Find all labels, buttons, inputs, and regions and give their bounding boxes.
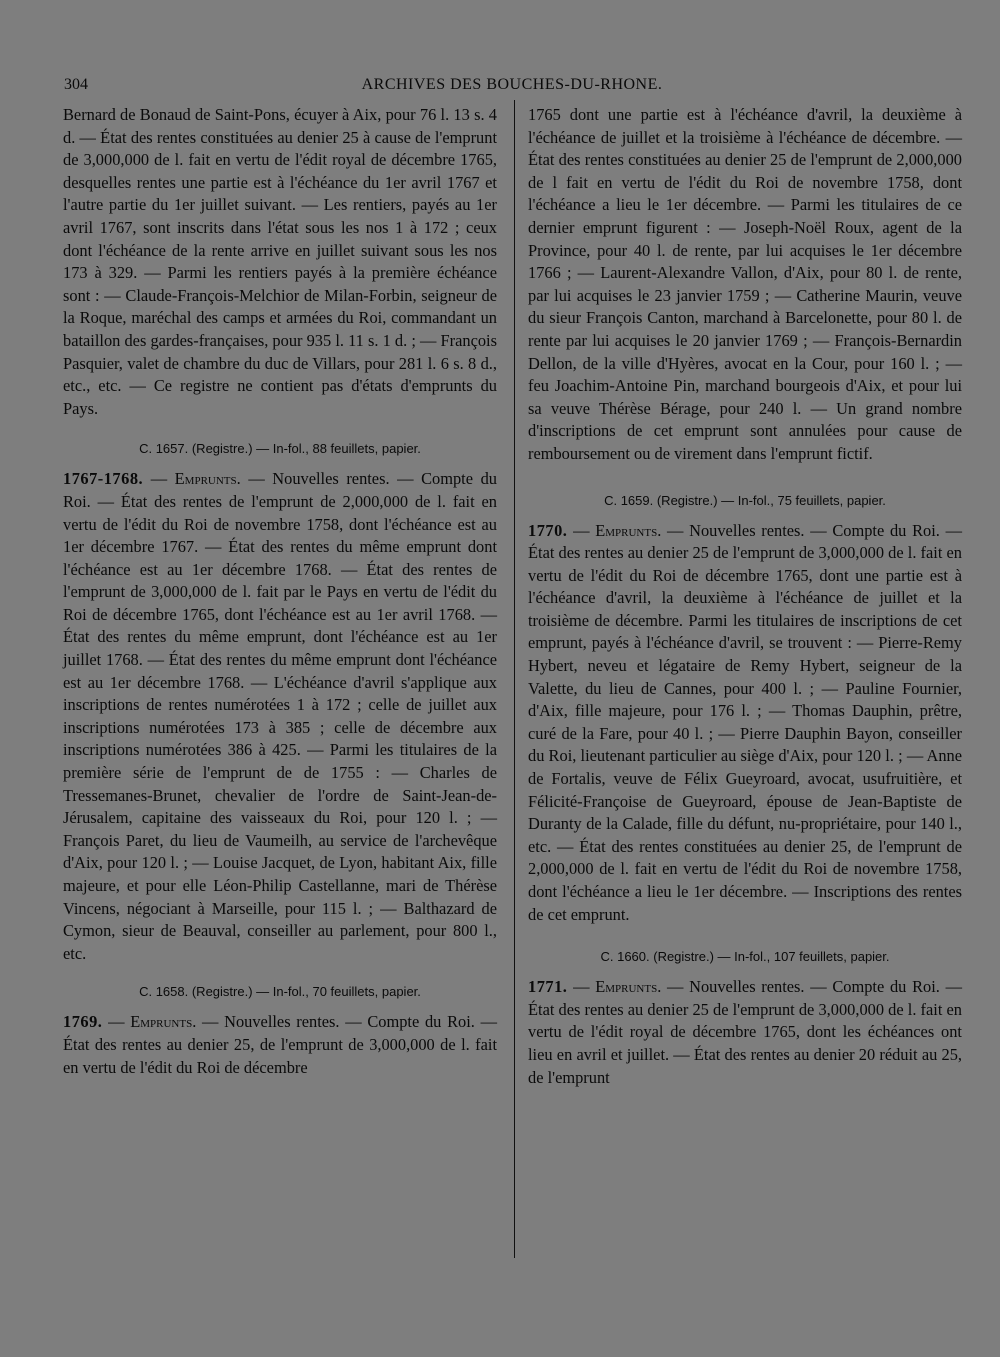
right-entry-1770 [528, 520, 962, 927]
entry-heading: — Emprunts. [108, 1012, 197, 1032]
running-title: ARCHIVES DES BOUCHES-DU-RHONE. [361, 76, 663, 93]
entry-year: 1767-1768. [63, 469, 144, 489]
left-register-ref-1: C. 1657. (Registre.) — In-fol., 88 feuillets, papier. [139, 441, 421, 457]
right-register-ref-2: C. 1660. (Registre.) — In-fol., 107 feuillets, papier. [600, 949, 890, 965]
right-register-ref-1: C. 1659. (Registre.) — In-fol., 75 feuillets, papier. [604, 492, 886, 508]
left-entry-1767-1768 [63, 468, 497, 965]
right-paragraph-1: 1765 dont une partie est à l'échéance d'avril, la deuxième à l'échéance de juillet et la troisième à l'échéance de décembre. — État des rentes constituées au denier 25 de l'emprunt de 2,000,000 de l fait en vertu de l'édit du Roi de novembre 1758, dont l'échéance a lieu le 1er décembre. — Parmi les titulaires de ce dernier emprunt figurent : — Joseph-Noël Roux, agent de la Province, pour 40 l. de rente, par lui acquises le 1er décembre 1766 ; — Laurent-Alexandre Vallon, d'Aix, pour 80 l. de rente, par lui acquises le 23 janvier 1759 ; — Catherine Maurin, veuve du sieur François Canton, marchand à Barcelonette, pour 80 l. de rente par lui acquises le 20 janvier 1769 ; — François-Bernardin Dellon, de la ville d'Hyères, avocat en la Cour, pour 160 l. ; — feu Joachim-Antoine Pin, marchand bourgeois d'Aix, et pour lui sa veuve Thérèse Bérage, pour 240 l. — Un grand nombre d'inscriptions de cet emprunt sont annulées pour cause de remboursement ou de virement dans l'emprunt fictif. [528, 105, 962, 463]
entry-text: — Nouvelles rentes. — Compte du Roi. — État des rentes au denier 25, de l'emprunt de 3,000,000 de l. fait en vertu de l'édit du Roi de décembre [63, 1012, 497, 1077]
entry-text: — Nouvelles rentes. — Compte du Roi. — État des rentes de l'emprunt de 2,000,000 de l. fait en vertu de l'édit du Roi de novembre 1758, dont l'échéance est au 1er décembre 1767. — État des rentes du même emprunt dont l'échéance est au 1er décembre 1768. — État des rentes de l'emprunt de 3,000,000 de l. fait par le Pays en vertu de l'édit du Roi de décembre 1765, dont l'échéance est au 1er avril 1768. — État des rentes du même emprunt, dont l'échéance est au 1er juillet 1768. — État des rentes du même emprunt dont l'échéance est au 1er décembre 1768. — L'échéance d'avril s'applique aux inscriptions de rentes numérotées 1 à 172 ; celle de juillet aux inscriptions numérotées 173 à 385 ; celle de décembre aux inscriptions numérotées 386 à 425. — Parmi les titulaires de la première série de l'emprunt de de 1755 : — Charles de Tressemanes-Brunet, chevalier de l'ordre de Saint-Jean-de-Jérusalem, capitaine des vaisseaux du Roi, pour 120 l. ; — François Paret, du lieu de Vaumeilh, au service de l'archevêque d'Aix, pour 120 l. ; — Louise Jacquet, de Lyon, habitant Aix, fille majeure, et pour elle Léon-Philip Castellanne, mari de Thérèse Vincens, négociant à Marseille, pour 115 l. ; — Balthazard de Cymon, sieur de Beauval, conseiller au parlement, pour 800 l., etc. [63, 469, 497, 963]
entry-year: 1769. [63, 1012, 103, 1032]
right-column [528, 104, 962, 1089]
column-divider [514, 100, 515, 1258]
entry-year: 1771. [528, 977, 568, 997]
page-header [62, 76, 962, 98]
entry-heading: — Emprunts. [573, 520, 662, 540]
left-paragraph-1: Bernard de Bonaud de Saint-Pons, écuyer à Aix, pour 76 l. 13 s. 4 d. — État des rentes constituées au denier 25 à cause de l'emprunt de 3,000,000 de l. fait en vertu de l'édit royal de décembre 1765, desquelles rentes une partie est à l'échéance du 1er avril 1767 et l'autre partie du 1er juillet suivant. — Les rentiers, payés au 1er avril 1767, sont inscrits dans l'état sous les nos 1 à 172 ; ceux dont l'échéance de la rente arrive en juillet suivant sous les nos 173 à 329. — Parmi les rentiers payés à la première échéance sont : — Claude-François-Melchior de Milan-Forbin, seigneur de la Roque, maréchal des camps et armées du Roi, commandant un bataillon des gardes-françaises, pour 935 l. 11 s. 1 d. ; — François Pasquier, valet de chambre du duc de Villars, pour 281 l. 6 s. 8 d., etc., etc. — Ce registre ne contient pas d'états d'emprunts du Pays. [63, 105, 497, 418]
left-column [63, 104, 497, 1079]
entry-heading: — Emprunts. [150, 469, 241, 489]
left-register-ref-2: C. 1658. (Registre.) — In-fol., 70 feuillets, papier. [139, 984, 421, 1000]
left-entry-1769 [63, 1011, 497, 1079]
entry-heading: — Emprunts. [573, 977, 662, 997]
page-number: 304 [64, 76, 88, 93]
entry-text: — Nouvelles rentes. — Compte du Roi. — État des rentes au denier 25 de l'emprunt de 3,000,000 de l. fait en vertu de l'édit du Roi de décembre 1765, dont une partie est à l'échéance d'avril, la deuxième à l'échéance de juillet et la troisième de décembre. Parmi les titulaires de inscriptions de cet emprunt, payés à l'échéance d'avril, se trouvent : — Pierre-Remy Hybert, neveu et légataire de Remy Hybert, seigneur de la Valette, du lieu de Cannes, pour 400 l. ; — Pauline Fournier, d'Aix, fille majeure, pour 176 l. ; — Thomas Dauphin, prêtre, curé de la Fare, pour 40 l. ; — Pierre Dauphin Bayon, conseiller du Roi, lieutenant particulier au siège d'Aix, pour 120 l. ; — Anne de Fortalis, veuve de Félix Gueyroard, avocat, usufruitière, et Félicité-Françoise de Gueyroard, épouse de Jean-Baptiste de Duranty de la Calade, fille du défunt, nu-propriétaire, pour 140 l., etc. — État des rentes constituées au denier 25, de l'emprunt de 2,000,000 de l. fait en vertu de l'édit du Roi de novembre 1758, dont l'échéance a lieu le 1er décembre. — Inscriptions des rentes de cet emprunt. [528, 520, 962, 924]
entry-text: — Nouvelles rentes. — Compte du Roi. — État des rentes au denier 25 de l'emprunt de 3,000,000 de l. fait en vertu de l'édit royal de décembre 1765, dont les échéances ont lieu en avril et juillet. — État des rentes au denier 20 réduit au 25, de l'emprunt [528, 977, 962, 1087]
entry-year: 1770. [528, 520, 568, 540]
right-entry-1771 [528, 976, 962, 1089]
